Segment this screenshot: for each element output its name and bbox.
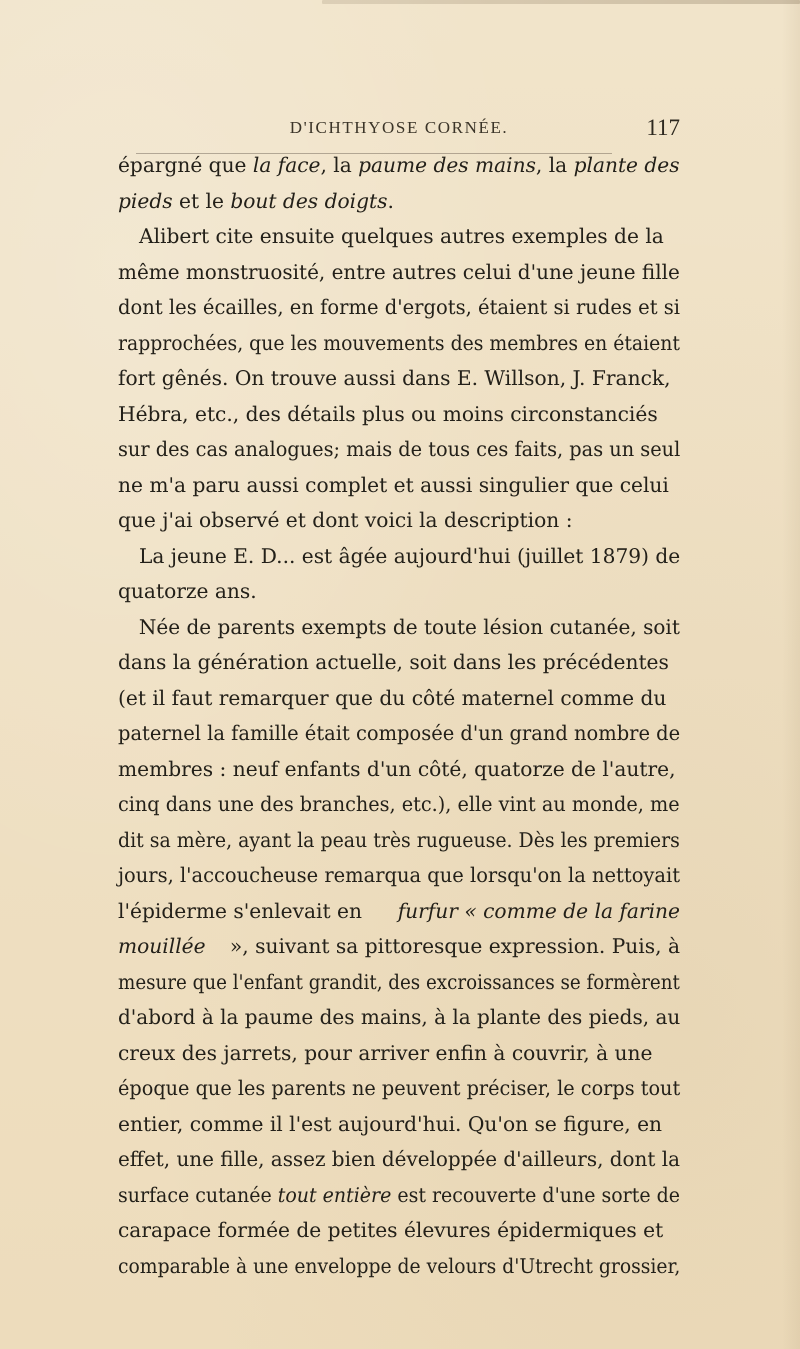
text-segment: dit sa mère, ayant la peau très rugueuse. Dès les premiers — [118, 827, 680, 852]
text-segment: est recouverte d'une sorte de — [391, 1182, 680, 1207]
text-line — [118, 929, 680, 965]
text-segment: comparable à une enveloppe de velours d'Utrecht grossier, — [118, 1253, 681, 1278]
text-segment: et le — [172, 188, 231, 213]
text-line — [118, 361, 680, 397]
text-line — [118, 1107, 680, 1143]
text-segment: carapace formée de petites élevures épidermiques et — [118, 1218, 664, 1242]
text-line — [118, 148, 679, 184]
text-segment: La jeune E. D... est âgée aujourd'hui (juillet 1879) de — [138, 543, 681, 568]
text-segment: entier, comme il l'est aujourd'hui. Qu'on se figure, en — [118, 1111, 663, 1136]
text-line — [118, 787, 680, 823]
text-line — [118, 752, 680, 788]
text-segment: jours, l'accoucheuse remarqua que lorsqu'on la nettoyait — [118, 863, 681, 887]
text-segment: fort gênés. On trouve aussi dans E. Willson, J. Franck, — [118, 366, 671, 390]
text-segment: rapprochées, que les mouvements des membres en étaient — [118, 330, 680, 355]
body-text — [118, 148, 680, 1284]
text-line — [118, 1249, 681, 1285]
text-line — [118, 290, 681, 326]
text-segment: épargné que — [118, 153, 253, 177]
text-line — [118, 1142, 680, 1178]
top-edge-mark — [322, 0, 800, 4]
text-line — [118, 858, 681, 894]
text-segment: sur des cas analogues; mais de tous ces faits, pas un seul — [118, 437, 681, 461]
italic-text-segment: tout entière — [277, 1182, 392, 1207]
text-line — [118, 397, 680, 433]
italic-text-segment: la face — [252, 153, 321, 177]
text-line — [118, 1000, 681, 1036]
text-segment: , la — [320, 153, 359, 177]
italic-text-segment: bout des doigts — [230, 188, 388, 213]
text-line — [118, 610, 680, 646]
italic-text-segment: furfur « comme de la farine — [397, 898, 680, 923]
text-segment: effet, une fille, assez bien développée d'ailleurs, dont la — [118, 1147, 680, 1171]
italic-text-segment: pieds — [118, 188, 173, 213]
text-line — [118, 539, 679, 575]
text-line — [118, 716, 681, 752]
italic-text-segment: paume des mains — [358, 153, 536, 177]
text-segment: Alibert cite ensuite quelques autres exemples de la — [139, 224, 664, 248]
text-segment: Née de parents exempts de toute lésion cutanée, soit — [138, 614, 680, 639]
page-number: 117 — [646, 115, 680, 140]
text-segment: mesure que l'enfant grandit, des excroissances se formèrent — [118, 969, 680, 994]
text-line — [118, 503, 680, 539]
italic-text-segment: mouillée — [118, 934, 206, 958]
text-segment: même monstruosité, entre autres celui d'une jeune fille — [118, 259, 680, 284]
text-segment: paternel la famille était composée d'un grand nombre de — [118, 721, 681, 745]
text-line — [118, 681, 680, 717]
page-edge-shadow — [782, 0, 800, 1349]
text-segment: creux des jarrets, pour arriver enfin à couvrir, à une — [118, 1040, 653, 1065]
text-segment: surface cutanée — [118, 1182, 278, 1207]
text-line — [118, 965, 680, 1001]
text-segment: dont les écailles, en forme d'ergots, étaient si rudes et si — [118, 295, 681, 319]
text-segment: Hébra, etc., des détails plus ou moins circonstanciés — [118, 401, 658, 426]
text-segment: (et il faut remarquer que du côté maternel comme du — [118, 685, 667, 710]
text-segment: . — [387, 188, 394, 213]
text-segment: membres : neuf enfants d'un côté, quatorze de l'autre, — [118, 756, 676, 781]
text-line — [118, 468, 680, 504]
text-segment: cinq dans une des branches, etc.), elle vint au monde, me — [118, 792, 680, 816]
text-segment: quatorze ans. — [118, 579, 257, 603]
text-line — [118, 1213, 680, 1249]
text-line — [118, 823, 680, 859]
text-line — [118, 574, 680, 610]
text-line — [118, 1071, 681, 1107]
text-segment: époque que les parents ne peuvent préciser, le corps tout — [118, 1076, 681, 1100]
text-line — [118, 184, 680, 220]
text-segment: , la — [535, 153, 574, 177]
text-segment: d'abord à la paume des mains, à la plante des pieds, au — [118, 1005, 681, 1029]
text-line — [118, 894, 680, 930]
text-line — [118, 1036, 680, 1072]
text-segment: que j'ai observé et dont voici la description : — [118, 508, 573, 532]
running-head: D'ICHTHYOSE CORNÉE. — [289, 118, 509, 137]
text-segment: l'épiderme s'enlevait en — [118, 898, 369, 923]
text-line — [118, 1178, 680, 1214]
text-segment: », suivant sa pittoresque expression. Puis, à — [223, 934, 680, 958]
page-header — [118, 108, 680, 148]
text-segment: ne m'a paru aussi complet et aussi singulier que celui — [118, 472, 669, 497]
text-line — [118, 432, 681, 468]
text-line — [118, 219, 680, 255]
text-line — [118, 645, 680, 681]
italic-text-segment: plante des — [573, 153, 680, 177]
text-line — [118, 326, 680, 362]
text-segment: dans la génération actuelle, soit dans les précédentes — [118, 650, 669, 674]
text-line — [118, 255, 680, 291]
